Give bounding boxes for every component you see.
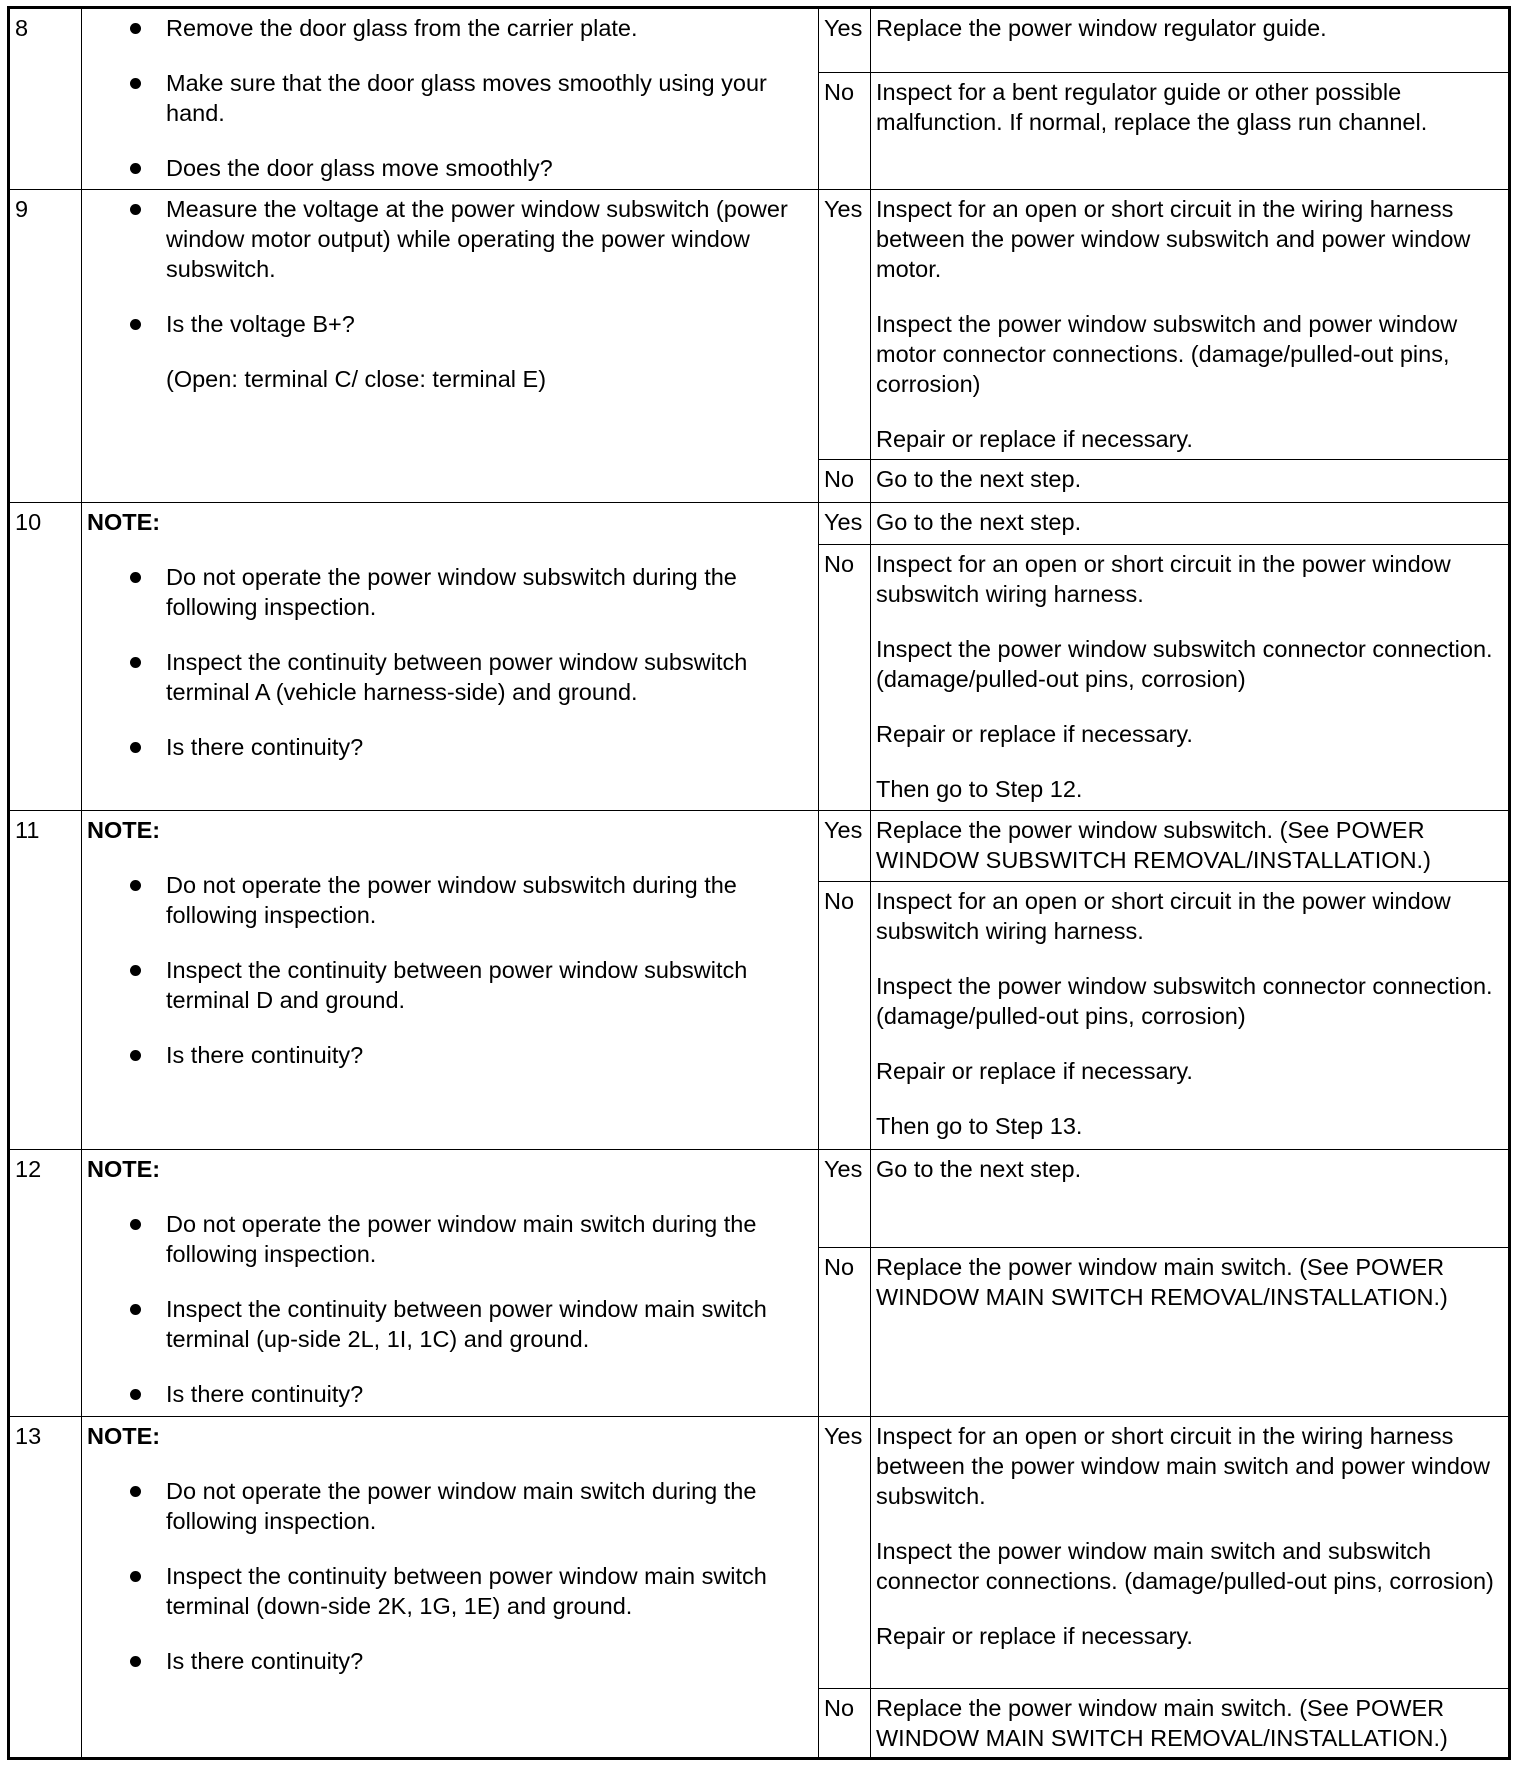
bullet-icon: [130, 78, 141, 89]
bullet-icon: [130, 1050, 141, 1061]
no-action: Replace the power window main switch. (See POWER WINDOW MAIN SWITCH REMOVAL/INSTALLATION.): [871, 1689, 1510, 1759]
terminal-note: (Open: terminal C/ close: terminal E): [166, 366, 547, 392]
yes-label: Yes: [819, 190, 871, 460]
step-number: 8: [9, 8, 82, 190]
diagnostic-table-body: [9, 8, 1510, 1759]
no-action: Inspect for an open or short circuit in the power window subswitch wiring harness. Inspect the power window subswitch connector connection. (damage/pulled-out pins, corrosion) Repair or replace if necessary. Then go to Step 12.: [871, 545, 1510, 811]
step-number: 12: [9, 1150, 82, 1417]
inspection-bullet: Is the voltage B+?: [87, 309, 813, 339]
inspection-bullet: Does the door glass move smoothly?: [87, 153, 813, 183]
no-label: No: [819, 460, 871, 503]
step-number: 13: [9, 1417, 82, 1759]
bullet-icon: [130, 657, 141, 668]
note-heading: NOTE:: [87, 1156, 161, 1182]
inspection-bullets: [87, 870, 813, 1070]
bullet-icon: [130, 880, 141, 891]
inspection-bullet: Remove the door glass from the carrier plate.: [87, 13, 813, 43]
inspection-bullet: Is there continuity?: [87, 1040, 813, 1070]
bullet-icon: [130, 319, 141, 330]
inspection-bullets: [87, 1476, 813, 1676]
inspection-bullet: Inspect the continuity between power window subswitch terminal D and ground.: [87, 955, 813, 1015]
yes-action: Replace the power window regulator guide.: [871, 8, 1510, 73]
no-action: Go to the next step.: [871, 460, 1510, 503]
yes-action: Inspect for an open or short circuit in the wiring harness between the power window subswitch and power window motor. Inspect the power window subswitch and power window motor connector connections. (damage/pulled-out pins, corrosion) Repair or replace if necessary.: [871, 190, 1510, 460]
inspection-bullet: Do not operate the power window main switch during the following inspection.: [87, 1476, 813, 1536]
no-label: No: [819, 1248, 871, 1417]
step-row-yes: [9, 1417, 1510, 1689]
no-action: Inspect for a bent regulator guide or other possible malfunction. If normal, replace the glass run channel.: [871, 73, 1510, 190]
inspection-bullet: Do not operate the power window subswitch during the following inspection.: [87, 870, 813, 930]
yes-action: Go to the next step.: [871, 1150, 1510, 1248]
inspection-bullets: [87, 1209, 813, 1409]
no-label: No: [819, 882, 871, 1150]
diagnostic-table-container: [7, 6, 1508, 1760]
bullet-icon: [130, 163, 141, 174]
inspection-bullets: [87, 562, 813, 762]
inspection-cell: [82, 1150, 819, 1417]
yes-label: Yes: [819, 503, 871, 545]
inspection-bullet: Measure the voltage at the power window subswitch (power window motor output) while operating the power window subswitch.: [87, 194, 813, 284]
no-label: No: [819, 73, 871, 190]
bullet-icon: [130, 1486, 141, 1497]
bullet-icon: [130, 1656, 141, 1667]
bullet-icon: [130, 204, 141, 215]
bullet-icon: [130, 23, 141, 34]
note-heading: NOTE:: [87, 817, 161, 843]
no-action: Replace the power window main switch. (See POWER WINDOW MAIN SWITCH REMOVAL/INSTALLATION.): [871, 1248, 1510, 1417]
inspection-cell: [82, 190, 819, 503]
yes-label: Yes: [819, 1417, 871, 1689]
inspection-bullet: Is there continuity?: [87, 732, 813, 762]
note-heading: NOTE:: [87, 509, 161, 535]
yes-label: Yes: [819, 8, 871, 73]
inspection-cell: [82, 811, 819, 1150]
step-number: 10: [9, 503, 82, 811]
inspection-cell: [82, 8, 819, 190]
inspection-bullets: [87, 194, 813, 339]
note-heading: NOTE:: [87, 1423, 161, 1449]
no-label: No: [819, 1689, 871, 1759]
step-row-yes: [9, 190, 1510, 460]
yes-action: Replace the power window subswitch. (See POWER WINDOW SUBSWITCH REMOVAL/INSTALLATION.): [871, 811, 1510, 882]
diagnostic-procedure-table: [7, 6, 1511, 1760]
bullet-icon: [130, 1304, 141, 1315]
no-action: Inspect for an open or short circuit in the power window subswitch wiring harness. Inspect the power window subswitch connector connection. (damage/pulled-out pins, corrosion) Repair or replace if necessary. Then go to Step 13.: [871, 882, 1510, 1150]
bullet-icon: [130, 742, 141, 753]
bullet-icon: [130, 965, 141, 976]
step-number: 11: [9, 811, 82, 1150]
step-row-yes: [9, 503, 1510, 545]
no-label: No: [819, 545, 871, 811]
inspection-bullet: Is there continuity?: [87, 1646, 813, 1676]
yes-label: Yes: [819, 1150, 871, 1248]
step-number: 9: [9, 190, 82, 503]
inspection-cell: [82, 503, 819, 811]
step-row-yes: [9, 1150, 1510, 1248]
yes-action: Inspect for an open or short circuit in the wiring harness between the power window main switch and power window subswitch. Inspect the power window main switch and subswitch connector connections. (damage/pulled-out pins, corrosion) Repair or replace if necessary.: [871, 1417, 1510, 1689]
step-row-yes: [9, 811, 1510, 882]
step-row-yes: [9, 8, 1510, 73]
inspection-bullets: [87, 13, 813, 183]
inspection-cell: [82, 1417, 819, 1759]
bullet-icon: [130, 1219, 141, 1230]
inspection-bullet: Do not operate the power window subswitch during the following inspection.: [87, 562, 813, 622]
inspection-bullet: Do not operate the power window main switch during the following inspection.: [87, 1209, 813, 1269]
bullet-icon: [130, 572, 141, 583]
yes-label: Yes: [819, 811, 871, 882]
inspection-bullet: Inspect the continuity between power window main switch terminal (down-side 2K, 1G, 1E) and ground.: [87, 1561, 813, 1621]
bullet-icon: [130, 1571, 141, 1582]
bullet-icon: [130, 1389, 141, 1400]
inspection-bullet: Is there continuity?: [87, 1379, 813, 1409]
inspection-bullet: Inspect the continuity between power window main switch terminal (up-side 2L, 1I, 1C) and ground.: [87, 1294, 813, 1354]
inspection-bullet: Inspect the continuity between power window subswitch terminal A (vehicle harness-side) and ground.: [87, 647, 813, 707]
yes-action: Go to the next step.: [871, 503, 1510, 545]
inspection-bullet: Make sure that the door glass moves smoothly using your hand.: [87, 68, 813, 128]
